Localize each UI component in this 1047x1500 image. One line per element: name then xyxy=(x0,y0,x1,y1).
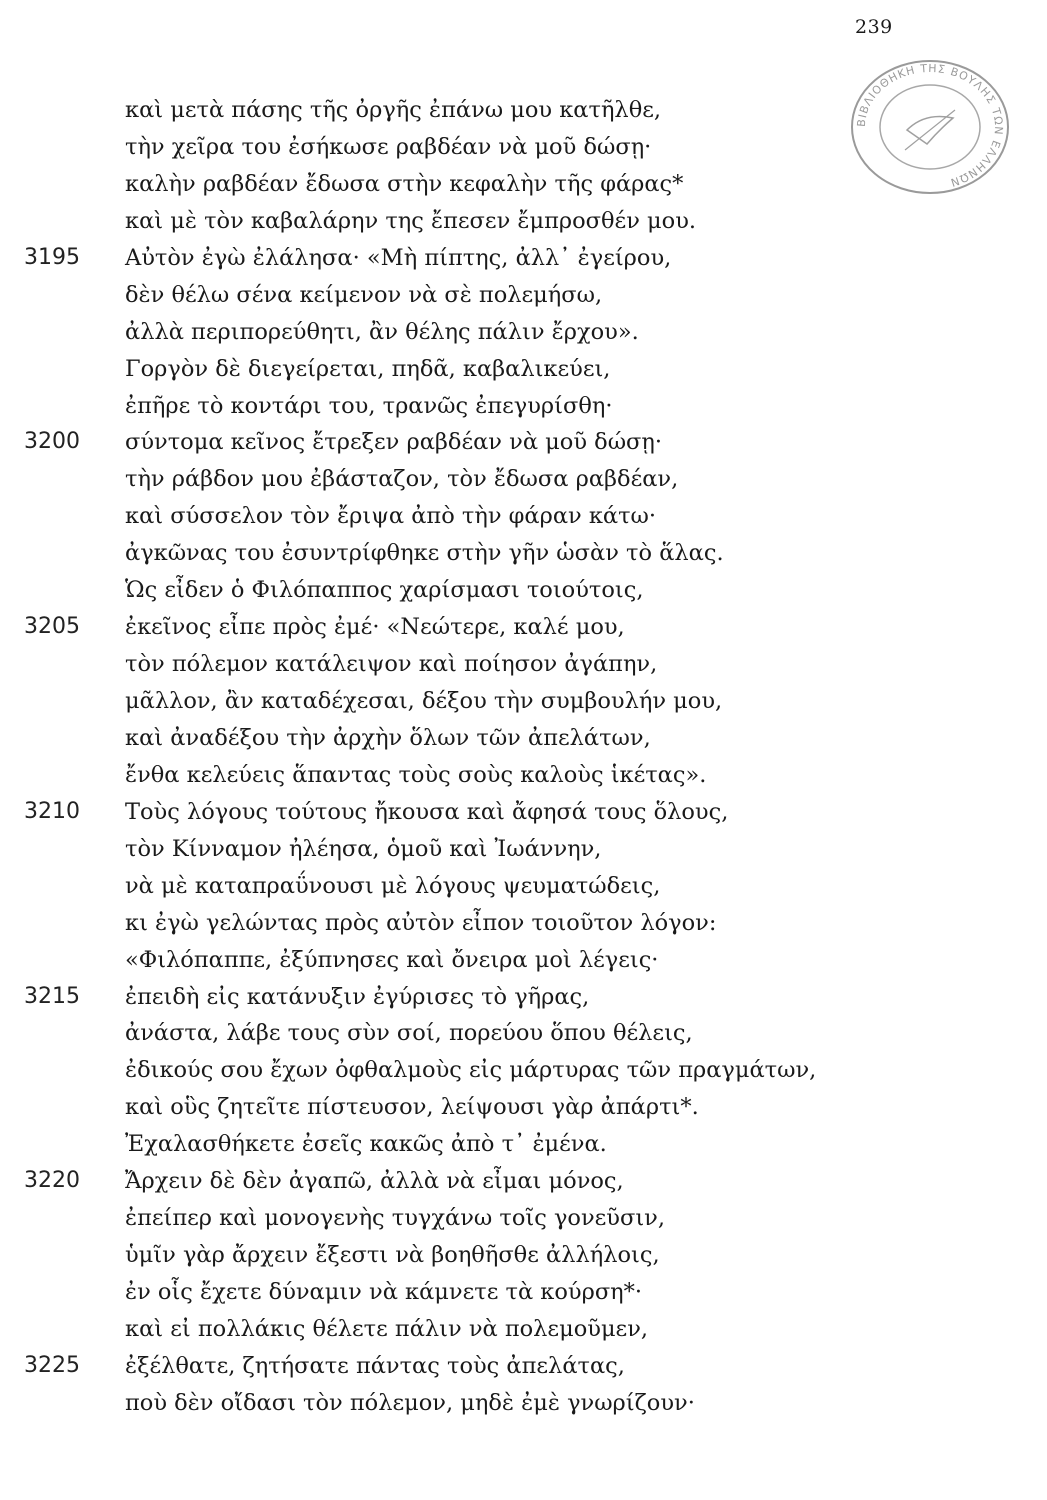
line-number: 3205 xyxy=(24,614,80,640)
verse-line xyxy=(0,351,1047,388)
line-number: 3195 xyxy=(24,244,80,270)
line-text: τὴν χεῖρα του ἐσήκωσε ραβδέαν νὰ μοῦ δώσῃ· xyxy=(125,133,652,160)
verse-line xyxy=(0,831,1047,868)
verse-line xyxy=(0,1089,1047,1126)
line-number: 3210 xyxy=(24,798,80,824)
stamp-text: ΒΙΒΛΙΟΘΗΚΗ ΤΗΣ ΒΟΥΛΗΣ ΤΩΝ ΕΛΛΗΝΩΝ xyxy=(854,61,1006,190)
line-text: καλὴν ραβδέαν ἔδωσα στὴν κεφαλὴν τῆς φάρας* xyxy=(125,170,684,197)
verse-line xyxy=(0,572,1047,609)
verse-line xyxy=(0,683,1047,720)
verse-line xyxy=(0,942,1047,979)
line-text: Τοὺς λόγους τούτους ἤκουσα καὶ ἄφησά τους ὅλους, xyxy=(125,798,729,825)
verse-line xyxy=(0,92,1047,129)
line-number: 3220 xyxy=(24,1168,80,1194)
verse-line xyxy=(0,166,1047,203)
verse-line xyxy=(0,1274,1047,1311)
line-text: τὴν ράβδον μου ἐβάσταζον, τὸν ἔδωσα ραβδέαν, xyxy=(125,466,679,493)
line-text: ποὺ δὲν οἴδασι τὸν πόλεμον, μηδὲ ἐμὲ γνωρίζουν· xyxy=(125,1389,695,1416)
line-text: μᾶλλον, ἂν καταδέχεσαι, δέξου τὴν συμβουλήν μου, xyxy=(125,688,723,714)
verse-line xyxy=(0,277,1047,314)
verse-line xyxy=(0,979,1047,1016)
line-text: Γοργὸν δὲ διεγείρεται, πηδᾶ, καβαλικεύει, xyxy=(125,355,611,382)
verse-line xyxy=(0,498,1047,535)
line-text: τὸν πόλεμον κατάλειψον καὶ ποίησον ἀγάπην, xyxy=(125,651,658,678)
line-text: καὶ οὓς ζητεῖτε πίστευσον, λείψουσι γὰρ ἀπάρτι*. xyxy=(125,1094,699,1121)
line-text: Ἄρχειν δὲ δὲν ἀγαπῶ, ἀλλὰ νὰ εἶμαι μόνος, xyxy=(125,1168,624,1195)
line-text: καὶ εἰ πολλάκις θέλετε πάλιν νὰ πολεμοῦμεν, xyxy=(125,1315,649,1342)
verse-line xyxy=(0,203,1047,240)
verse-line xyxy=(0,314,1047,351)
line-number: 3200 xyxy=(24,429,80,455)
verse-line xyxy=(0,388,1047,425)
line-text: νὰ μὲ καταπραΰνουσι μὲ λόγους ψευματώδεις, xyxy=(125,872,661,899)
verse-line xyxy=(0,424,1047,461)
verse-line xyxy=(0,1200,1047,1237)
verse-line xyxy=(0,794,1047,831)
line-text: καὶ μετὰ πάσης τῆς ὀργῆς ἐπάνω μου κατῆλθε, xyxy=(125,97,662,123)
verse-line xyxy=(0,1126,1047,1163)
line-text: καὶ ἀναδέξου τὴν ἀρχὴν ὅλων τῶν ἀπελάτων, xyxy=(125,724,651,751)
line-text: δὲν θέλω σένα κείμενον νὰ σὲ πολεμήσω, xyxy=(125,281,603,308)
line-text: τὸν Κίνναμον ἠλέησα, ὁμοῦ καὶ Ἰωάννην, xyxy=(125,835,602,862)
line-number: 3225 xyxy=(24,1352,80,1378)
line-text: Αὐτὸν ἐγὼ ἐλάλησα· «Μὴ πίπτης, ἀλλ᾽ ἐγείρου, xyxy=(125,244,672,271)
line-text: ἐκεῖνος εἶπε πρὸς ἐμέ· «Νεώτερε, καλέ μου, xyxy=(125,614,625,641)
line-text: ἐδικούς σου ἔχων ὀφθαλμοὺς εἰς μάρτυρας τῶν πραγμάτων, xyxy=(125,1057,817,1084)
verse-line xyxy=(0,461,1047,498)
line-text: ἐν οἷς ἔχετε δύναμιν νὰ κάμνετε τὰ κούρση*· xyxy=(125,1279,643,1305)
verse-line xyxy=(0,129,1047,166)
line-text: ἐπείπερ καὶ μονογενὴς τυγχάνω τοῖς γονεῦσιν, xyxy=(125,1205,665,1232)
line-text: καὶ μὲ τὸν καβαλάρην της ἔπεσεν ἔμπροσθέν μου. xyxy=(125,207,697,234)
verse-line xyxy=(0,905,1047,942)
line-text: ἐξέλθατε, ζητήσατε πάντας τοὺς ἀπελάτας, xyxy=(125,1352,625,1379)
verse-line xyxy=(0,720,1047,757)
verse-line xyxy=(0,868,1047,905)
verse-line xyxy=(0,535,1047,572)
line-text: Ὡς εἶδεν ὁ Φιλόπαππος χαρίσμασι τοιούτοις, xyxy=(125,577,644,604)
line-text: ὑμῖν γὰρ ἄρχειν ἔξεστι νὰ βοηθῆσθε ἀλλήλοις, xyxy=(125,1242,660,1269)
verse-line xyxy=(0,757,1047,794)
line-text: ἀγκῶνας του ἐσυντρίφθηκε στὴν γῆν ὡσὰν τὸ ἅλας. xyxy=(125,540,724,567)
poem-text xyxy=(0,92,1047,1422)
line-text: ἔνθα κελεύεις ἅπαντας τοὺς σοὺς καλοὺς ἱκέτας». xyxy=(125,761,707,788)
verse-line xyxy=(0,1237,1047,1274)
verse-line xyxy=(0,609,1047,646)
page-number: 239 xyxy=(855,16,893,38)
verse-line xyxy=(0,1348,1047,1385)
verse-line xyxy=(0,646,1047,683)
line-text: Ἐχαλασθήκετε ἐσεῖς κακῶς ἀπὸ τ᾽ ἐμένα. xyxy=(125,1131,607,1158)
line-text: ἐπειδὴ εἰς κατάνυξιν ἐγύρισες τὸ γῆρας, xyxy=(125,983,590,1010)
line-text: «Φιλόπαππε, ἐξύπνησες καὶ ὄνειρα μοὶ λέγεις· xyxy=(125,946,659,973)
verse-line xyxy=(0,1163,1047,1200)
line-text: σύντομα κεῖνος ἔτρεξεν ραβδέαν νὰ μοῦ δώσῃ· xyxy=(125,429,663,456)
line-text: καὶ σύσσελον τὸν ἔριψα ἀπὸ τὴν φάραν κάτω· xyxy=(125,503,657,530)
line-text: ἐπῆρε τὸ κοντάρι του, τρανῶς ἐπεγυρίσθη· xyxy=(125,392,613,419)
verse-line xyxy=(0,1311,1047,1348)
line-text: ἀνάστα, λάβε τους σὺν σοί, πορεύου ὅπου θέλεις, xyxy=(125,1020,693,1047)
verse-line xyxy=(0,1385,1047,1422)
line-text: ἀλλὰ περιπορεύθητι, ἂν θέλης πάλιν ἔρχου». xyxy=(125,318,639,345)
verse-line xyxy=(0,240,1047,277)
line-text: κι ἐγὼ γελώντας πρὸς αὐτὸν εἶπον τοιοῦτον λόγον: xyxy=(125,909,717,936)
verse-line xyxy=(0,1015,1047,1052)
verse-line xyxy=(0,1052,1047,1089)
line-number: 3215 xyxy=(24,983,80,1009)
